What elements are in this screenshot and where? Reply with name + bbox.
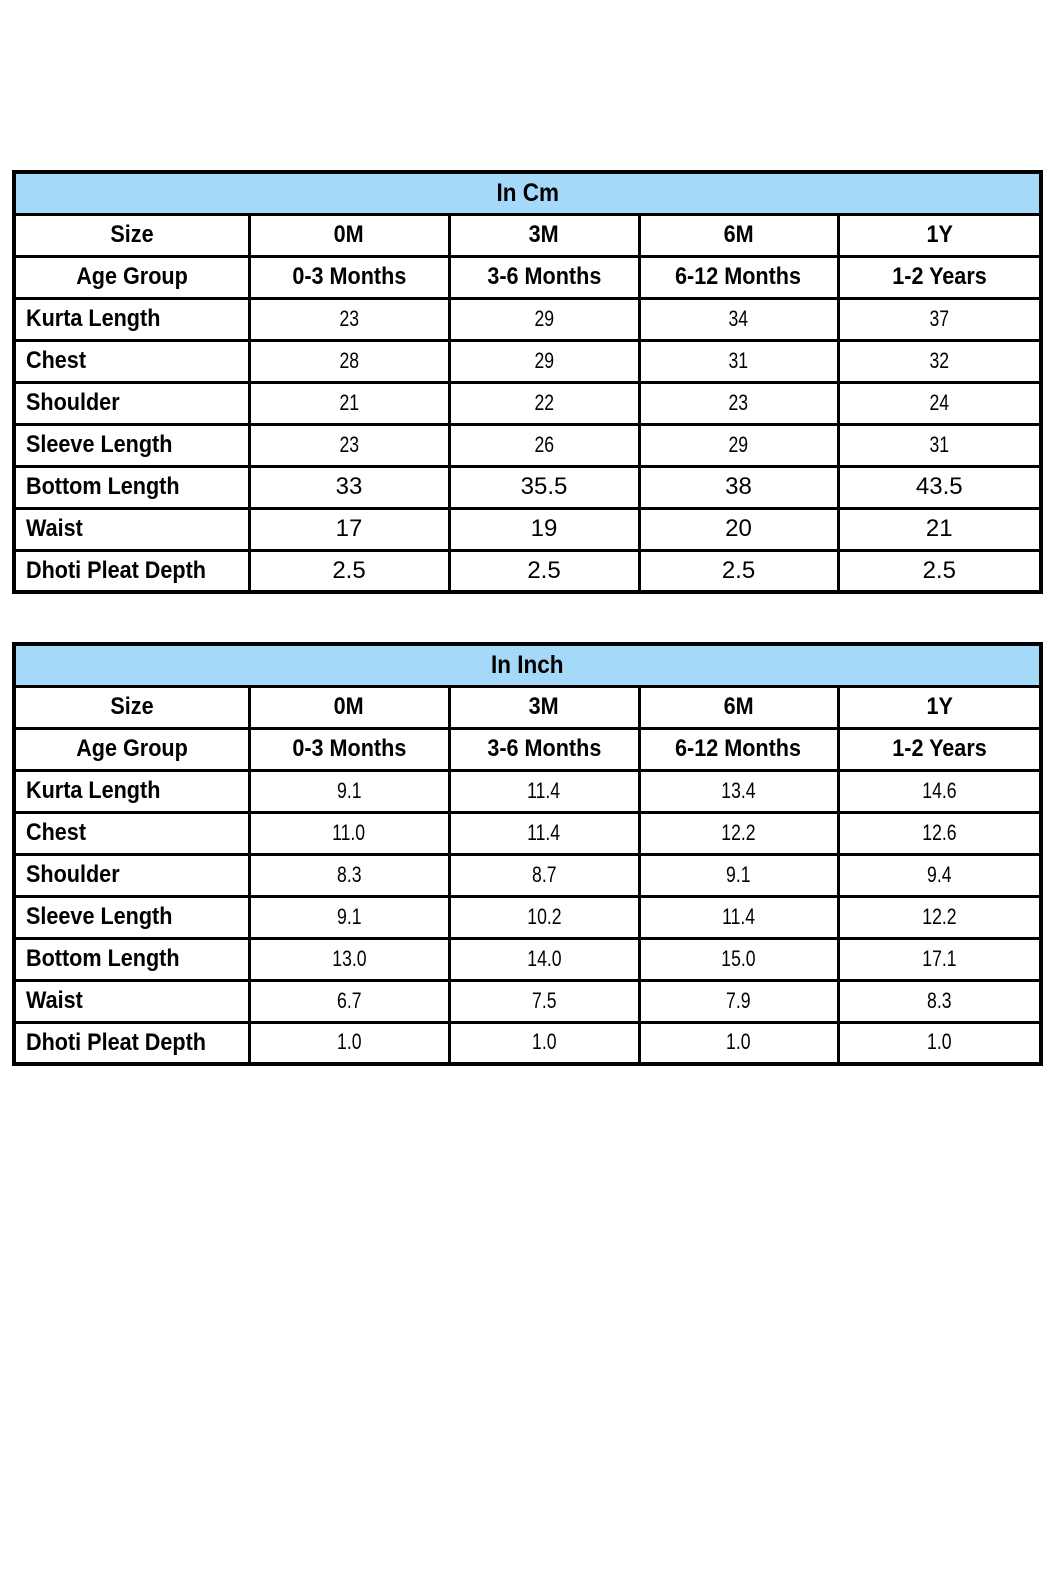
measurement-label-cell [14, 508, 249, 550]
age-group-value-cell [639, 256, 838, 298]
measurement-value: 24 [929, 389, 950, 415]
measurement-value-cell [838, 508, 1041, 550]
measurement-value-cell [249, 896, 449, 938]
size-header-label: Size [110, 693, 154, 720]
age-group-value-cell [449, 728, 639, 770]
age-group-0-3: 0-3 Months [291, 263, 406, 290]
measurement-value: 9.1 [726, 861, 751, 887]
measurement-value-cell [838, 424, 1041, 466]
size-value-cell [249, 686, 449, 728]
measurement-label-cell [14, 340, 249, 382]
age-group-row [14, 256, 1041, 298]
measurement-label: Waist [26, 987, 83, 1014]
size-value-cell [639, 214, 838, 256]
measurement-value-cell [449, 298, 639, 340]
measurement-value: 33 [335, 473, 363, 500]
size-3m: 3M [528, 221, 560, 248]
size-header-label-cell [14, 214, 249, 256]
measurement-value: 13.4 [721, 777, 756, 803]
size-chart-cm-table [12, 170, 1043, 594]
measurement-value-cell [249, 980, 449, 1022]
table-row-kurta-length [14, 298, 1041, 340]
measurement-label-cell [14, 466, 249, 508]
measurement-value: 20 [725, 515, 752, 542]
measurement-label-cell [14, 1022, 249, 1064]
measurement-value-cell [838, 550, 1041, 592]
measurement-value-cell [449, 812, 639, 854]
measurement-value: 19 [530, 515, 558, 542]
measurement-value: 12.6 [922, 819, 957, 845]
age-group-label-cell [14, 256, 249, 298]
size-value-cell [249, 214, 449, 256]
measurement-value: 34 [728, 305, 749, 331]
size-value-cell [639, 686, 838, 728]
measurement-value-cell [449, 550, 639, 592]
measurement-label-cell [14, 550, 249, 592]
table-title-row [14, 644, 1041, 686]
measurement-label: Waist [26, 515, 83, 542]
measurement-value-cell [449, 854, 639, 896]
measurement-value: 31 [929, 431, 950, 457]
measurement-value: 9.4 [927, 861, 952, 887]
measurement-value: 8.7 [531, 861, 557, 887]
measurement-value: 22 [534, 389, 554, 415]
measurement-value-cell [249, 938, 449, 980]
size-value-cell [449, 686, 639, 728]
measurement-value-cell [838, 938, 1041, 980]
age-group-1-2: 1-2 Years [892, 735, 987, 762]
measurement-value-cell [838, 854, 1041, 896]
table-title: In Cm [496, 178, 559, 207]
measurement-value-cell [249, 382, 449, 424]
measurement-value-cell [449, 466, 639, 508]
measurement-value: 23 [339, 305, 359, 331]
measurement-label-cell [14, 812, 249, 854]
measurement-value: 23 [339, 431, 359, 457]
measurement-label-cell [14, 938, 249, 980]
measurement-value: 11.0 [332, 819, 366, 845]
measurement-value: 29 [728, 431, 749, 457]
age-group-0-3: 0-3 Months [291, 735, 406, 762]
measurement-value: 26 [534, 431, 554, 457]
measurement-value-cell [639, 508, 838, 550]
measurement-value: 38 [725, 473, 752, 500]
measurement-value-cell [639, 896, 838, 938]
measurement-value: 12.2 [922, 903, 957, 929]
measurement-value-cell [639, 424, 838, 466]
measurement-value-cell [838, 896, 1041, 938]
measurement-value: 8.3 [336, 861, 362, 887]
age-group-1-2: 1-2 Years [892, 263, 987, 290]
measurement-value: 11.4 [527, 777, 561, 803]
measurement-value: 7.5 [531, 987, 557, 1013]
measurement-value: 35.5 [520, 473, 568, 500]
age-group-label-cell [14, 728, 249, 770]
measurement-value-cell [838, 298, 1041, 340]
measurement-value: 31 [728, 347, 749, 373]
size-header-label-cell [14, 686, 249, 728]
measurement-value-cell [249, 854, 449, 896]
measurement-value-cell [449, 770, 639, 812]
measurement-label-cell [14, 896, 249, 938]
table-row-dhoti-pleat-depth [14, 1022, 1041, 1064]
measurement-value: 23 [728, 389, 749, 415]
measurement-label: Chest [26, 819, 87, 846]
measurement-value-cell [449, 340, 639, 382]
table-row-waist [14, 980, 1041, 1022]
measurement-value: 12.2 [721, 819, 756, 845]
measurement-value: 37 [929, 305, 950, 331]
measurement-value-cell [449, 938, 639, 980]
size-3m: 3M [528, 693, 560, 720]
measurement-value: 2.5 [332, 556, 366, 584]
measurement-value-cell [249, 770, 449, 812]
age-group-6-12: 6-12 Months [675, 735, 802, 762]
size-header-label: Size [110, 221, 154, 248]
measurement-value-cell [838, 382, 1041, 424]
measurement-value: 2.5 [721, 556, 756, 584]
age-group-value-cell [838, 256, 1041, 298]
measurement-label: Shoulder [26, 861, 120, 888]
measurement-value: 1.0 [336, 1029, 362, 1055]
table-title-row [14, 172, 1041, 214]
measurement-value-cell [449, 424, 639, 466]
age-group-3-6: 3-6 Months [486, 735, 601, 762]
table-row-shoulder [14, 854, 1041, 896]
table-row-bottom-length [14, 938, 1041, 980]
table-row-shoulder [14, 382, 1041, 424]
size-value-cell [449, 214, 639, 256]
table-row-waist [14, 508, 1041, 550]
measurement-value-cell [639, 938, 838, 980]
measurement-value: 21 [339, 389, 359, 415]
table-title: In Inch [491, 650, 564, 679]
measurement-value-cell [249, 466, 449, 508]
measurement-value: 2.5 [527, 556, 561, 584]
measurement-value-cell [838, 340, 1041, 382]
age-group-3-6: 3-6 Months [486, 263, 601, 290]
measurement-value: 11.4 [527, 819, 561, 845]
measurement-value-cell [249, 812, 449, 854]
measurement-value-cell [249, 424, 449, 466]
table-row-chest [14, 340, 1041, 382]
measurement-label: Sleeve Length [26, 431, 173, 458]
measurement-value-cell [838, 770, 1041, 812]
measurement-label: Shoulder [26, 389, 120, 416]
measurement-value: 9.1 [336, 903, 362, 929]
measurement-value: 29 [534, 347, 554, 373]
measurement-value: 11.4 [722, 903, 755, 929]
measurement-value-cell [449, 508, 639, 550]
size-0m: 0M [333, 693, 365, 720]
measurement-value: 14.0 [526, 945, 562, 971]
size-value-cell [838, 214, 1041, 256]
measurement-value: 21 [925, 515, 953, 542]
size-header-row [14, 686, 1041, 728]
measurement-value-cell [639, 980, 838, 1022]
age-group-row [14, 728, 1041, 770]
size-0m: 0M [333, 221, 365, 248]
measurement-value: 15.0 [721, 945, 756, 971]
age-group-value-cell [449, 256, 639, 298]
table-row-kurta-length [14, 770, 1041, 812]
measurement-value-cell [639, 770, 838, 812]
age-group-6-12: 6-12 Months [675, 263, 802, 290]
age-group-value-cell [249, 256, 449, 298]
measurement-value-cell [639, 466, 838, 508]
measurement-label-cell [14, 770, 249, 812]
measurement-value: 1.0 [726, 1029, 751, 1055]
measurement-value-cell [838, 466, 1041, 508]
size-header-row [14, 214, 1041, 256]
measurement-value-cell [249, 298, 449, 340]
measurement-value-cell [449, 896, 639, 938]
measurement-value: 7.9 [726, 987, 751, 1013]
measurement-label: Chest [26, 347, 87, 374]
measurement-label: Bottom Length [26, 945, 180, 972]
table-row-sleeve-length [14, 424, 1041, 466]
measurement-value: 2.5 [922, 556, 956, 584]
measurement-label: Kurta Length [26, 305, 161, 332]
measurement-value: 43.5 [915, 473, 963, 500]
size-chart-inch-table [12, 642, 1043, 1066]
table-row-dhoti-pleat-depth [14, 550, 1041, 592]
measurement-label: Kurta Length [26, 777, 161, 804]
measurement-value: 29 [534, 305, 554, 331]
measurement-value-cell [838, 1022, 1041, 1064]
measurement-label-cell [14, 980, 249, 1022]
age-group-value-cell [639, 728, 838, 770]
size-1y: 1Y [926, 693, 953, 720]
measurement-value-cell [639, 382, 838, 424]
measurement-value-cell [838, 980, 1041, 1022]
measurement-value-cell [449, 382, 639, 424]
measurement-value: 17 [335, 515, 363, 542]
measurement-value: 8.3 [927, 987, 952, 1013]
measurement-label: Dhoti Pleat Depth [26, 1028, 207, 1056]
size-6m: 6M [723, 693, 754, 720]
size-6m: 6M [723, 221, 754, 248]
table-title-cell [14, 172, 1041, 214]
age-group-label: Age Group [75, 263, 188, 290]
measurement-label-cell [14, 382, 249, 424]
measurement-value-cell [249, 340, 449, 382]
measurement-value-cell [838, 812, 1041, 854]
size-1y: 1Y [926, 221, 953, 248]
measurement-value-cell [449, 980, 639, 1022]
table-row-sleeve-length [14, 896, 1041, 938]
measurement-value-cell [639, 298, 838, 340]
age-group-value-cell [249, 728, 449, 770]
measurement-value: 6.7 [336, 987, 362, 1013]
measurement-value-cell [249, 1022, 449, 1064]
measurement-value: 1.0 [927, 1029, 952, 1055]
table-row-chest [14, 812, 1041, 854]
measurement-value-cell [639, 854, 838, 896]
measurement-value: 17.1 [922, 945, 957, 971]
measurement-value-cell [639, 550, 838, 592]
measurement-label: Bottom Length [26, 473, 180, 500]
age-group-label: Age Group [75, 735, 188, 762]
measurement-value: 10.2 [526, 903, 562, 929]
measurement-value-cell [639, 340, 838, 382]
measurement-value: 32 [929, 347, 950, 373]
table-row-bottom-length [14, 466, 1041, 508]
measurement-label-cell [14, 854, 249, 896]
measurement-value: 13.0 [331, 945, 367, 971]
size-value-cell [838, 686, 1041, 728]
measurement-value-cell [639, 812, 838, 854]
measurement-value: 9.1 [336, 777, 362, 803]
measurement-value: 1.0 [531, 1029, 557, 1055]
measurement-value: 28 [339, 347, 359, 373]
measurement-value: 14.6 [922, 777, 957, 803]
measurement-label: Dhoti Pleat Depth [26, 556, 207, 584]
measurement-value-cell [639, 1022, 838, 1064]
table-title-cell [14, 644, 1041, 686]
measurement-label: Sleeve Length [26, 903, 173, 930]
measurement-value-cell [249, 550, 449, 592]
age-group-value-cell [838, 728, 1041, 770]
measurement-label-cell [14, 424, 249, 466]
measurement-value-cell [249, 508, 449, 550]
measurement-value-cell [449, 1022, 639, 1064]
measurement-label-cell [14, 298, 249, 340]
